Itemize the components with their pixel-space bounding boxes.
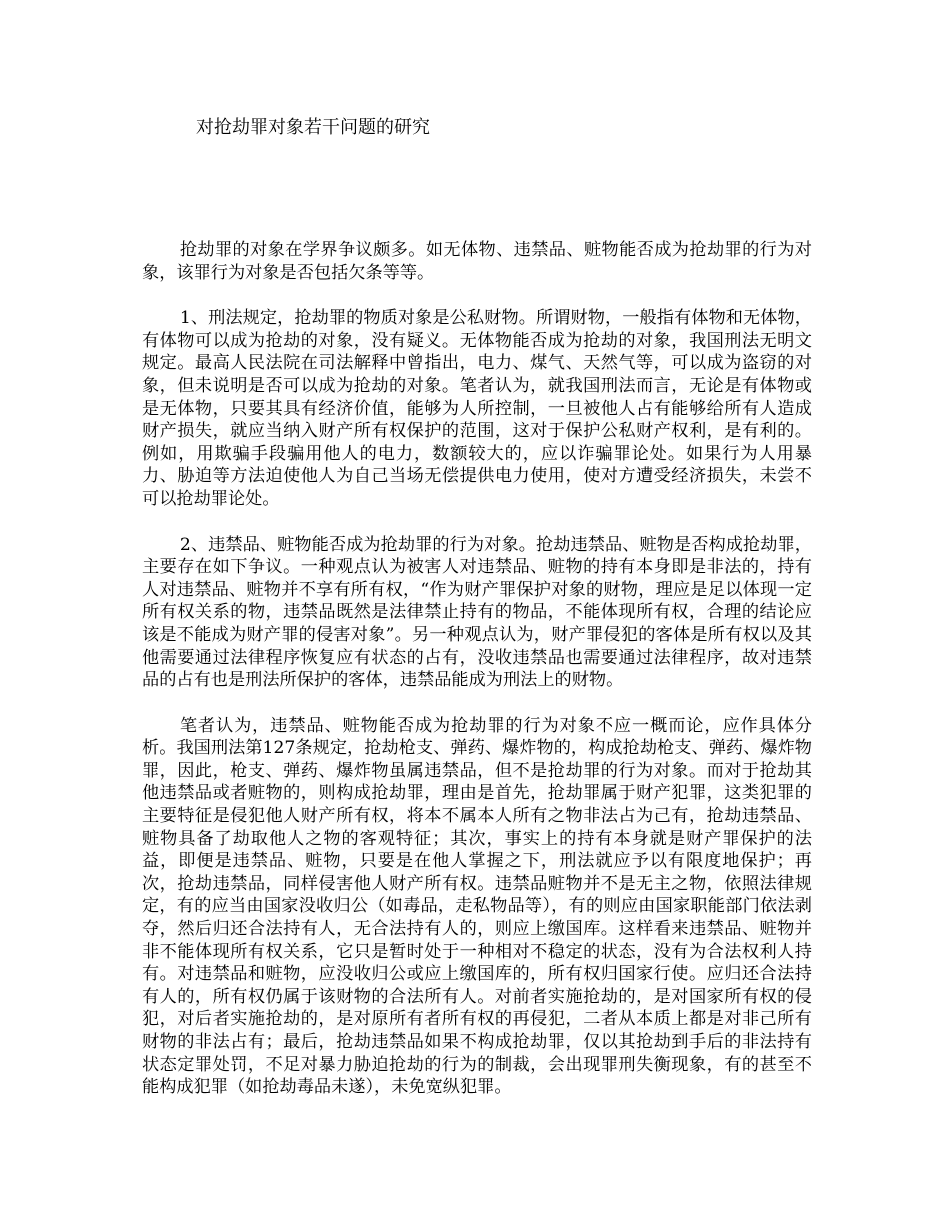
paragraph-author-view: 笔者认为，违禁品、赃物能否成为抢劫罪的行为对象不应一概而论，应作具体分析。我国刑法第127条规定，抢劫枪支、弹药、爆炸物的，构成抢劫枪支、弹药、爆炸物罪，因此，枪支、弹药、爆炸物虽属违禁品，但不是抢劫罪的行为对象。而对于抢劫其他违禁品或者赃物的，则构成抢劫罪，理由是首先，抢劫罪属于财产犯罪，这类犯罪的主要特征是侵犯他人财产所有权，将本不属本人所有之物非法占为己有，抢劫违禁品、赃物具备了劫取他人之物的客观特征；其次，事实上的持有本身就是财产罪保护的法益，即便是违禁品、赃物，只要是在他人掌握之下，刑法就应予以有限度地保护；再次，抢劫违禁品，同样侵害他人财产所有权。违禁品赃物并不是无主之物，依照法律规定，有的应当由国家没收归公（如毒品，走私物品等），有的则应由国家职能部门依法剥夺，然后归还合法持有人，无合法持有人的，则应上缴国库。这样看来违禁品、赃物并非不能体现所有权关系，它只是暂时处于一种相对不稳定的状态，没有为合法权利人持有。对违禁品和赃物，应没收归公或应上缴国库的，所有权归国家行使。应归还合法持有人的，所有权仍属于该财物的合法所有人。对前者实施抢劫的，是对国家所有权的侵犯，对后者实施抢劫的，是对原所有者所有权的再侵犯，二者从本质上都是对非己所有财物的非法占有；最后，抢劫违禁品如果不构成抢劫罪，仅以其抢劫到手后的非法持有状态定罪处罚，不足对暴力胁迫抢劫的行为的制裁，会出现罪刑失衡现象，有的甚至不能构成犯罪（如抢劫毒品未遂），未免宽纵犯罪。 bbox=[142, 715, 812, 1098]
paragraph-section-2: 2、违禁品、赃物能否成为抢劫罪的行为对象。抢劫违禁品、赃物是否构成抢劫罪，主要存在如下争议。一种观点认为被害人对违禁品、赃物的持有本身即是非法的，持有人对违禁品、赃物并不享有所有权，“作为财产罪保护对象的财物，理应是足以体现一定所有权关系的物，违禁品既然是法律禁止持有的物品，不能体现所有权，合理的结论应该是不能成为财产罪的侵害对象”。另一种观点认为，财产罪侵犯的客体是所有权以及其他需要通过法律程序恢复应有状态的占有，没收违禁品也需要通过法律程序，故对违禁品的占有也是刑法所保护的客体，违禁品能成为刑法上的财物。 bbox=[142, 534, 812, 691]
document-title: 对抢劫罪对象若干问题的研究 bbox=[196, 117, 430, 138]
paragraph-section-1: 1、刑法规定，抢劫罪的物质对象是公私财物。所谓财物，一般指有体物和无体物，有体物可以成为抢劫的对象，没有疑义。无体物能否成为抢劫的对象，我国刑法无明文规定。最高人民法院在司法解释中曾指出，电力、煤气、天然气等，可以成为盗窃的对象，但未说明是否可以成为抢劫的对象。笔者认为，就我国刑法而言，无论是有体物或是无体物，只要其具有经济价值，能够为人所控制，一旦被他人占有能够给所有人造成财产损失，就应当纳入财产所有权保护的范围，这对于保护公私财产权利，是有利的。例如，用欺骗手段骗用他人的电力，数额较大的，应以诈骗罪论处。如果行为人用暴力、胁迫等方法迫使他人为自己当场无偿提供电力使用，使对方遭受经济损失，未尝不可以抢劫罪论处。 bbox=[142, 308, 812, 509]
document-body bbox=[142, 239, 812, 1122]
paragraph-intro: 抢劫罪的对象在学界争议颇多。如无体物、违禁品、赃物能否成为抢劫罪的行为对象，该罪行为对象是否包括欠条等等。 bbox=[142, 240, 812, 283]
